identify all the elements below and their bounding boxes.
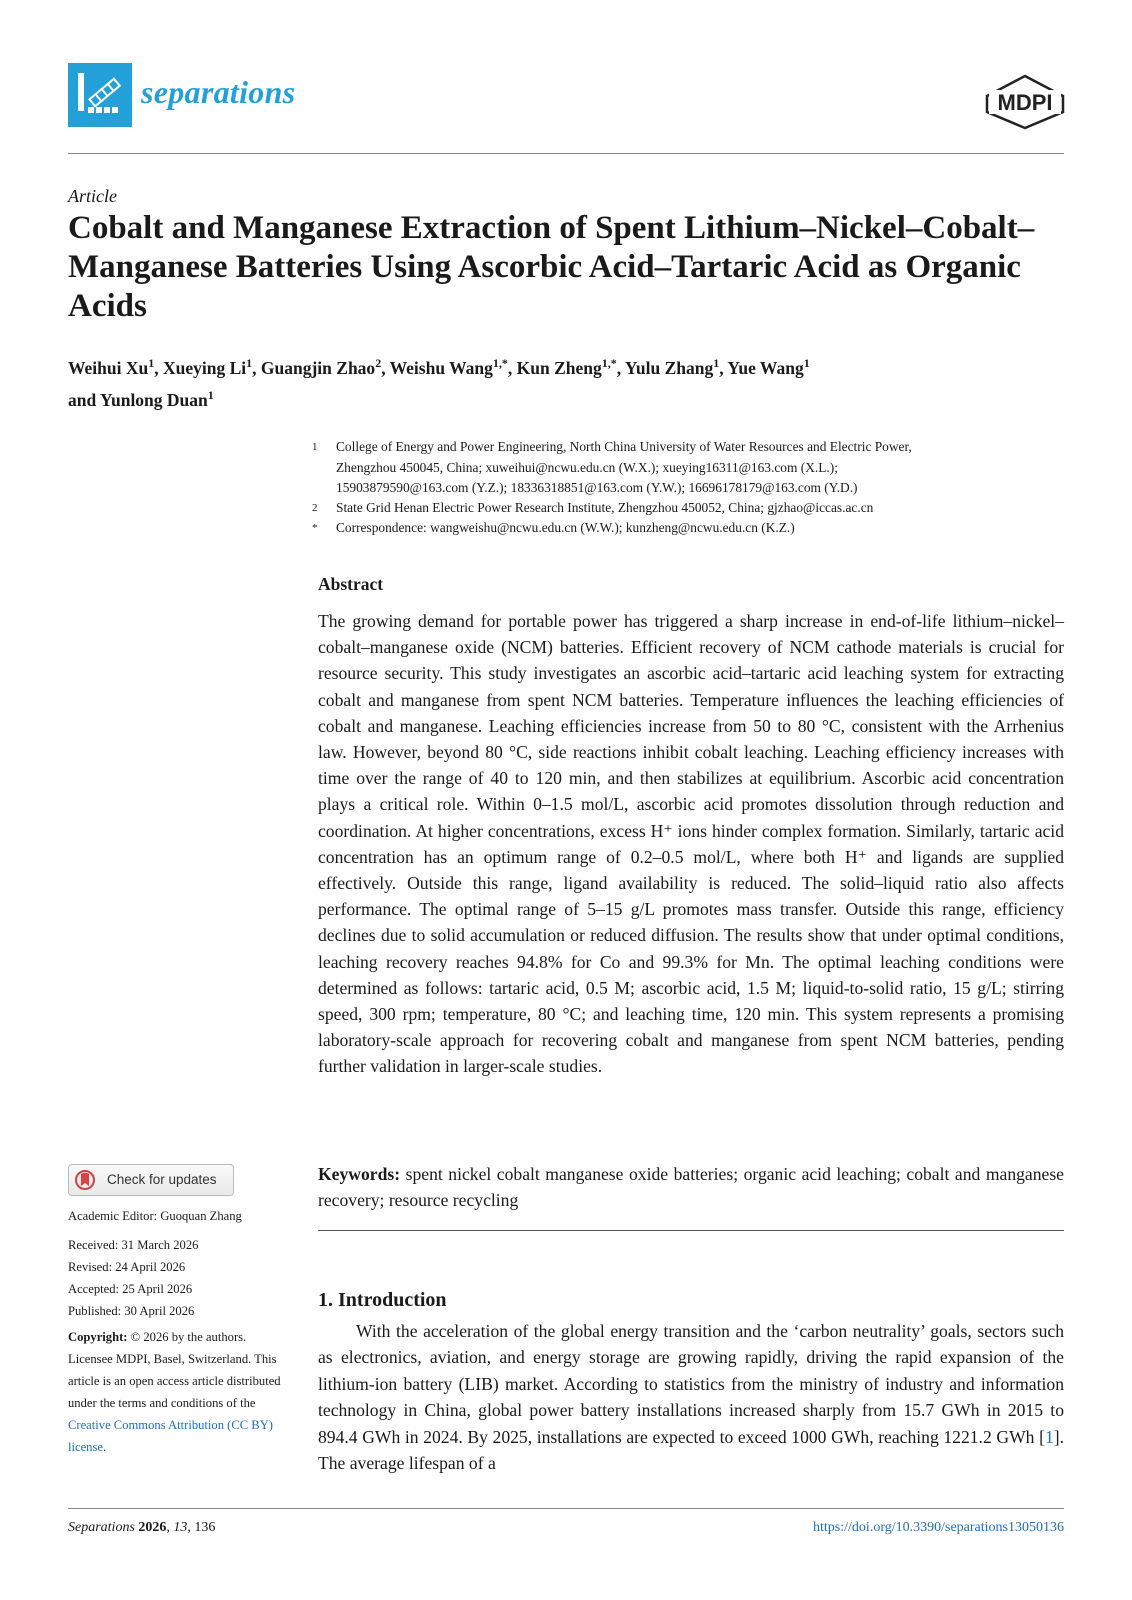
copyright-notice — [68, 1326, 288, 1458]
received-date: Received: 31 March 2026 — [68, 1238, 199, 1252]
introduction-text — [318, 1318, 1064, 1476]
author-name: Weishu Wang — [389, 357, 493, 378]
affiliation-text: State Grid Henan Electric Power Research Institute, Zhengzhou 450052, China; gjzhao@iccas.ac.cn — [336, 500, 874, 515]
author-affiliation-mark: 1,* — [492, 356, 508, 370]
author-affiliation-mark: 2 — [375, 356, 382, 370]
journal-logo-icon — [68, 63, 132, 127]
affiliation-mark: 1 — [312, 441, 318, 453]
revised-date: Revised: 24 April 2026 — [68, 1260, 186, 1274]
section-divider — [318, 1230, 1064, 1231]
published-date: Published: 30 April 2026 — [68, 1304, 195, 1318]
affiliation-text: Correspondence: wangweishu@ncwu.edu.cn (W.W.); kunzheng@ncwu.edu.cn (K.Z.) — [336, 520, 795, 535]
footer-journal: Separations — [68, 1520, 135, 1535]
author-name: Yulu Zhang — [624, 357, 714, 378]
author-list: Weihui Xu$^1$, Xueying Li$^1$, Guangjin Zhao$^2$, Weishu Wang$^{1,*}$, Kun Zheng$^{1,*}$, Yulu Zhang$^1$, Yue Wang$^1$ and Yunlong Duan$^1$ — [68, 356, 810, 410]
author-affiliation-mark: 1 — [803, 356, 810, 370]
abstract-text: The growing demand for portable power has triggered a sharp increase in end-of-life lithium–nickel–cobalt–manganese oxide (NCM) batteries. Efficient recovery of NCM cathode materials is crucial for resource security. This study investigates an ascorbic acid–tartaric acid leaching system for extracting cobalt and manganese from spent NCM batteries. Temperature influences the leaching efficiencies of cobalt and manganese. Leaching efficiencies increase from 50 to 80 °C, consistent with the Arrhenius law. However, beyond 80 °C, side reactions inhibit cobalt leaching. Leaching efficiency increases with time over the range of 40 to 120 min, and then stabilizes at equilibrium. Ascorbic acid concentration plays a critical role. Within 0–1.5 mol/L, ascorbic acid promotes dissolution through reduction and coordination. At higher concentrations, excess H⁺ ions hinder complex formation. Similarly, tartaric acid concentration has an optimum range of 0.2–0.5 mol/L, where both H⁺ and ligands are supplied effectively. Outside this range, ligand availability is reduced. The solid–liquid ratio also affects performance. The optimal range of 5–15 g/L promotes mass transfer. Outside this range, efficiency declines due to solid accumulation or reduced diffusion. The results show that under optimal conditions, leaching recovery reaches 94.8% for Co and 99.3% for Mn. The optimal leaching conditions were determined as follows: tartaric acid, 0.5 M; ascorbic acid, 1.5 M; liquid-to-solid ratio, 15 g/L; stirring speed, 300 rpm; temperature, 80 °C; and leaching time, 120 min. This system represents a promising laboratory-scale approach for recovering cobalt and manganese from spent NCM batteries, pending further validation in larger-scale studies. — [318, 611, 1064, 1077]
keywords — [318, 1161, 1064, 1213]
doi-link[interactable]: https://doi.org/10.3390/separations13050136 — [813, 1520, 1064, 1535]
author-affiliation-mark: 1,* — [601, 356, 617, 370]
author-name: Guangjin Zhao — [260, 357, 376, 378]
author-name: Yue Wang — [727, 357, 804, 378]
footer-volume: 13 — [173, 1520, 188, 1535]
footer-divider — [68, 1508, 1064, 1509]
introduction-text-body: With the acceleration of the global energy transition and the ‘carbon neutrality’ goals, sectors such as electronics, aviation, and energy storage are growing rapidly, driving the rapid expansion of the lithium-ion battery (LIB) market. According to statistics from the ministry of industry and information technology in China, global power battery installations increased sharply from 15.7 GWh in 2015 to 894.4 GWh in 2024. By 2025, installations are expected to exceed 1000 GWh, reaching 1221.2 GWh [ — [318, 1321, 1064, 1447]
abstract-heading: Abstract — [318, 574, 384, 594]
academic-editor: Academic Editor: Guoquan Zhang — [68, 1209, 242, 1223]
mdpi-logo-icon — [983, 74, 1067, 135]
author-affiliation-mark: 1 — [207, 387, 214, 402]
author-and: and — [68, 389, 97, 410]
check-updates-label: Check for updates — [107, 1172, 217, 1187]
license-link[interactable]: Creative Commons Attribution (CC BY) license — [68, 1418, 273, 1454]
article-title: Cobalt and Manganese Extraction of Spent Lithium–Nickel–Cobalt–Manganese Batteries Using Ascorbic Acid–Tartaric Acid as Organic Acids — [68, 210, 1035, 324]
affiliation-item — [312, 498, 1064, 519]
section-heading-introduction: 1. Introduction — [318, 1289, 447, 1311]
copyright-label: Copyright: — [68, 1330, 128, 1344]
affiliation-text: College of Energy and Power Engineering, North China University of Water Resources and Electric Power, Zhengzhou 450045, China; xuweihui@ncwu.edu.cn (W.X.); xueying16311@163.com (X.L.); 15903879590@163.com (Y.Z.); 18336318851@163.com (Y.W.); 16696178179@163.com (Y.D.) — [336, 439, 912, 495]
author-name: Xueying Li — [163, 357, 247, 378]
keywords-label: Keywords: — [318, 1164, 401, 1184]
header-divider — [68, 153, 1064, 154]
citation-link[interactable]: 1 — [1044, 1426, 1054, 1447]
author-affiliation-mark: 1 — [148, 356, 155, 370]
journal-name: separations — [141, 74, 296, 110]
affiliation-item — [312, 437, 1064, 499]
mdpi-logo-text: MDPI — [997, 90, 1053, 115]
affiliation-mark: 2 — [312, 502, 318, 514]
affiliation-item — [312, 518, 1064, 539]
author-affiliation-mark: 1 — [713, 356, 720, 370]
author-affiliation-mark: 1 — [246, 356, 253, 370]
keywords-text: spent nickel cobalt manganese oxide batteries; organic acid leaching; cobalt and manganese recovery; resource recycling — [318, 1164, 1064, 1211]
footer-year: 2026 — [138, 1520, 167, 1535]
footer-citation: Separations 2026, 13, 136 — [68, 1520, 216, 1535]
footer-article-number: 136 — [194, 1520, 216, 1535]
article-type: Article — [68, 186, 117, 206]
check-for-updates-button[interactable] — [68, 1164, 234, 1196]
affiliation-mark: * — [312, 522, 318, 534]
license-end: . — [102, 1440, 107, 1454]
author-name: Weihui Xu — [68, 357, 149, 378]
accepted-date: Accepted: 25 April 2026 — [68, 1282, 193, 1296]
introduction-text-tail: ]. The average lifespan of a — [318, 1426, 1064, 1474]
copyright-text: © 2026 by the authors. Licensee MDPI, Basel, Switzerland. This article is an open access article distributed under the terms and conditions of the — [68, 1330, 281, 1410]
author-name: Yunlong Duan — [99, 389, 208, 410]
check-updates-icon — [75, 1170, 95, 1190]
author-name: Kun Zheng — [516, 357, 602, 378]
